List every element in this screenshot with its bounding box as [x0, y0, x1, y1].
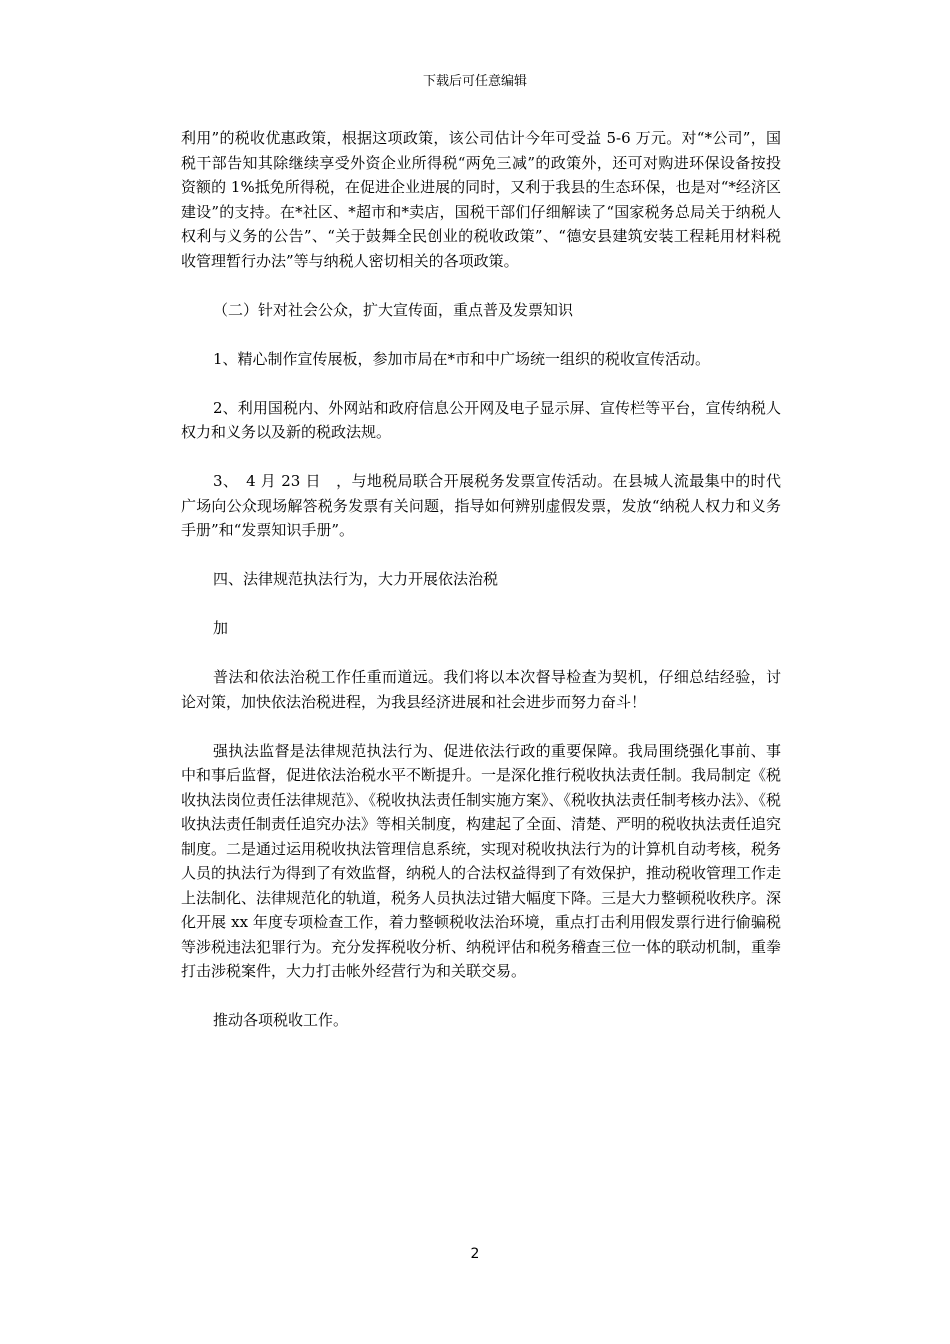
- document-body: [181, 126, 781, 1033]
- section-heading-public-outreach: （二）针对社会公众，扩大宣传面，重点普及发票知识: [213, 300, 574, 319]
- paragraph-conclusion: 普法和依法治税工作任重而道远。我们将以本次督导检查为契机，仔细总结经验，讨论对策，加快依法治税进程，为我县经济进展和社会进步而努力奋斗！: [181, 668, 781, 711]
- paragraph-closing: 推动各项税收工作。: [213, 1011, 349, 1029]
- section-heading-law-enforcement: 四、法律规范执法行为，大力开展依法治税: [213, 570, 499, 588]
- paragraph-policy-explanation: 利用”的税收优惠政策，根据这项政策，该公司估计今年可受益 5-6 万元。对“*公司”，国税干部告知其除继续享受外资企业所得税“两免三减”的政策外，还可对购进环保设备按投资额的 1%抵免所得税，在促进企业进展的同时，又利于我县的生态环保，也是对“*经济区建设”的支持。在*社区、*超市和*卖店，国税干部们仔细解读了“国家税务总局关于纳税人权利与义务的公告”、“关于鼓舞全民创业的税收政策”、“德安县建筑安装工程耗用材料税收管理暂行办法”等与纳税人密切相关的各项政策。: [181, 129, 781, 270]
- list-item-3: 3、 4 月 23 日 ，与地税局联合开展税务发票宣传活动。在县城人流最集中的时代广场向公众现场解答税务发票有关问题，指导如何辨别虚假发票，发放“纳税人权力和义务手册”和“发票知识手册”。: [181, 472, 781, 539]
- paragraph-supervision: 强执法监督是法律规范执法行为、促进依法行政的重要保障。我局围绕强化事前、事中和事后监督，促进依法治税水平不断提升。一是深化推行税收执法责任制。我局制定《税收执法岗位责任法律规范》、《税收执法责任制实施方案》、《税收执法责任制考核办法》、《税收执法责任制责任追究办法》等相关制度，构建起了全面、清楚、严明的税收执法责任追究制度。二是通过运用税收执法管理信息系统，实现对税收执法行为的计算机自动考核，税务人员的执法行为得到了有效监督，纳税人的合法权益得到了有效保护，推动税收管理工作走上法制化、法律规范化的轨道，税务人员执法过错大幅度下降。三是大力整顿税收秩序。深化开展 xx 年度专项检查工作，着力整顿税收法治环境，重点打击利用假发票行进行偷骗税等涉税违法犯罪行为。充分发挥税收分析、纳税评估和税务稽查三位一体的联动机制，重拳打击涉税案件，大力打击帐外经营行为和关联交易。: [181, 741, 782, 980]
- paragraph-fragment: 加: [213, 619, 229, 637]
- list-item-2: 2、利用国税内、外网站和政府信息公开网及电子显示屏、宣传栏等平台，宣传纳税人权力和义务以及新的税政法规。: [181, 398, 781, 441]
- page-header: 下载后可任意编辑: [422, 74, 527, 89]
- list-item-1: 1、精心制作宣传展板，参加市局在*市和中广场统一组织的税收宣传活动。: [213, 349, 711, 368]
- page-number: 2: [470, 1246, 480, 1262]
